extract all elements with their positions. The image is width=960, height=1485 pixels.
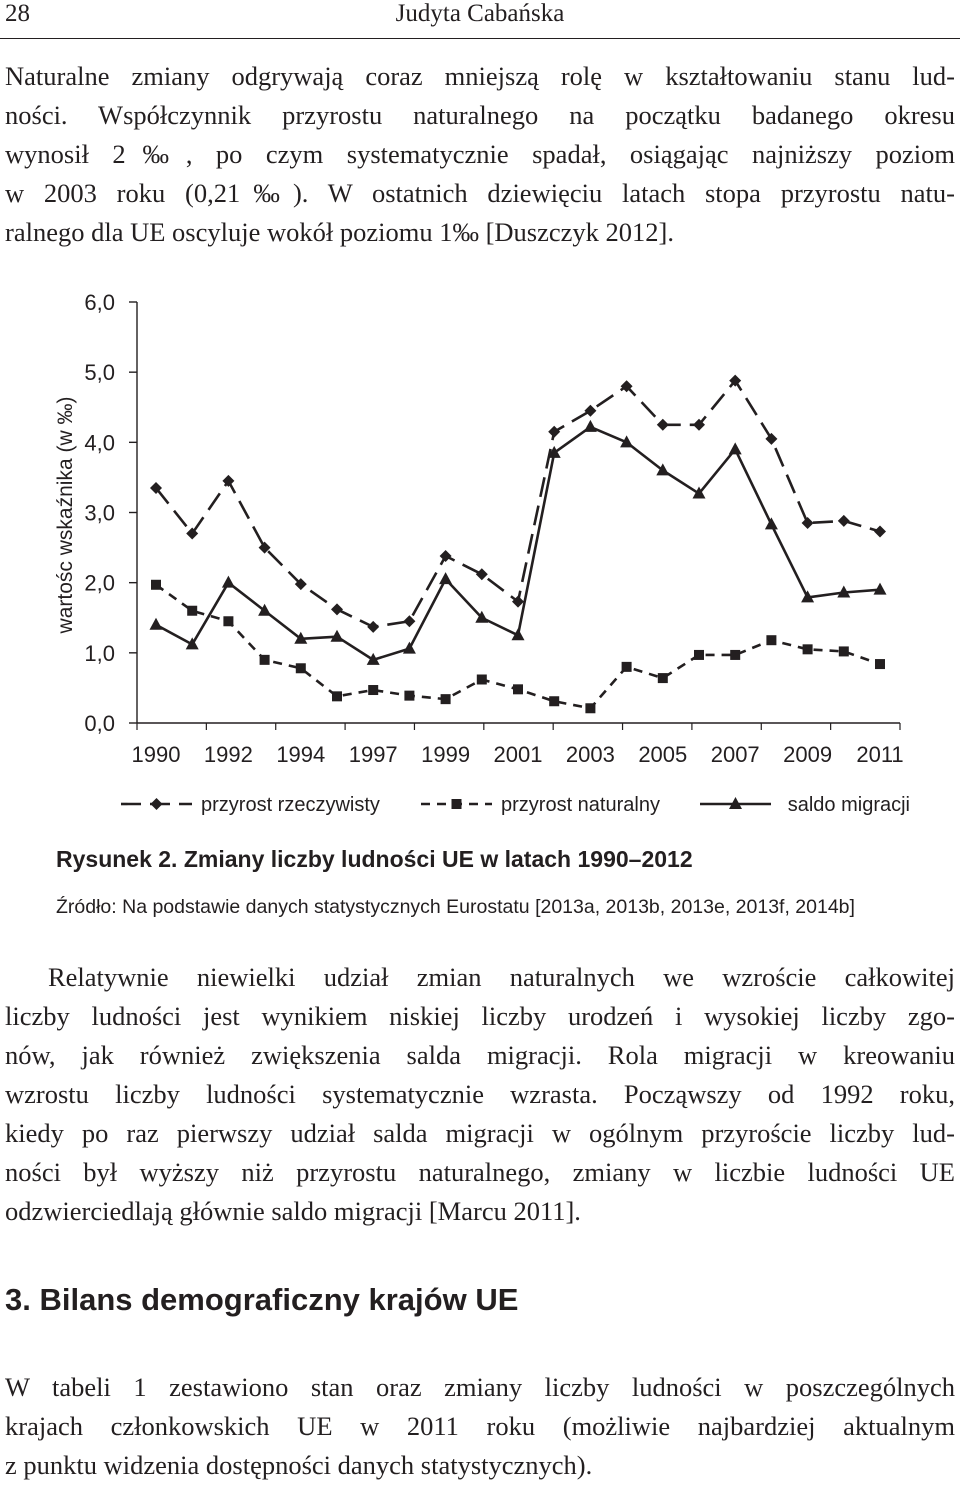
text-line: wzrostu liczby ludności systematycznie wzrasta. Począwszy od 1992 roku, [5, 1079, 955, 1109]
text-line: nów, jak również zwiększenia salda migracji. Rola migracji w kreowaniu [5, 1040, 955, 1070]
text-line: Naturalne zmiany odgrywają coraz mniejszą rolę w kształtowaniu stanu lud- [5, 61, 955, 91]
data-point [585, 703, 595, 713]
x-tick-label: 1994 [276, 742, 326, 767]
data-point [875, 659, 885, 669]
text-line: z punktu widzenia dostępności danych statystycznych). [5, 1450, 593, 1480]
data-point [694, 650, 704, 660]
legend-item [700, 794, 910, 816]
x-tick-label: 2007 [710, 742, 760, 767]
data-point [838, 515, 850, 527]
data-point [403, 615, 415, 627]
text-line: w 2003 roku (0,21‰). W ostatnich dziewięciu latach stopa przyrostu natu- [5, 178, 955, 208]
series-przyrost-rzeczywisty [150, 375, 886, 633]
data-point [223, 616, 233, 626]
series-line [156, 381, 880, 627]
data-point [730, 650, 740, 660]
data-point [331, 603, 343, 615]
x-tick-label: 1997 [348, 742, 398, 767]
chart-series [150, 375, 887, 714]
text-line: Relatywnie niewielki udział zmian naturalnych we wzroście całkowitej [48, 962, 955, 992]
data-point [766, 635, 776, 645]
data-point [441, 694, 451, 704]
x-tick-label: 2001 [493, 742, 543, 767]
data-point [549, 696, 559, 706]
legend-label: przyrost naturalny [501, 794, 660, 816]
population-change-chart [0, 280, 960, 840]
data-point [622, 662, 632, 672]
y-axis-label: wartośc wskaźnika (w ‰) [54, 396, 77, 634]
header-rule [0, 38, 960, 39]
text-line: ności. Współczynnik przyrostu naturalnego na początku badanego okresu [5, 100, 955, 130]
data-point [839, 646, 849, 656]
legend-item [421, 794, 660, 816]
data-point [658, 673, 668, 683]
data-point [222, 576, 235, 588]
data-point [656, 463, 669, 475]
x-tick-label: 2003 [565, 742, 615, 767]
text-line: liczby ludności jest wynikiem niskiej liczby urodzeń i wysokiej liczby zgo- [5, 1001, 955, 1031]
data-point [729, 442, 742, 454]
legend-item [121, 794, 380, 816]
data-point [258, 604, 271, 616]
data-point [548, 426, 560, 438]
series-saldo-migracji [150, 420, 887, 665]
y-tick-label: 5,0 [84, 360, 115, 386]
y-tick-label: 2,0 [84, 570, 115, 596]
y-tick-label: 4,0 [84, 430, 115, 456]
page-header [0, 0, 960, 40]
data-point [440, 550, 452, 562]
data-point [368, 685, 378, 695]
chart-axes [84, 290, 903, 767]
text-line: W tabeli 1 zestawiono stan oraz zmiany liczby ludności w poszczególnych [5, 1372, 955, 1402]
section-heading: 3. Bilans demograficzny krajów UE [5, 1282, 519, 1317]
data-point [803, 644, 813, 654]
y-tick-label: 6,0 [84, 290, 115, 315]
running-head-author: Judyta Cabańska [395, 0, 565, 27]
data-point [150, 618, 163, 630]
data-point [584, 405, 596, 417]
x-tick-label: 1999 [421, 742, 471, 767]
data-point [296, 663, 306, 673]
text-line: odzwierciedlają głównie saldo migracji [Marcu 2011]. [5, 1196, 581, 1226]
data-point [802, 517, 814, 529]
data-point [332, 691, 342, 701]
x-tick-label: 1990 [131, 742, 181, 767]
text-line: krajach członkowskich UE w 2011 roku (możliwie najbardziej aktualnym [5, 1411, 955, 1441]
y-tick-label: 1,0 [84, 640, 115, 666]
data-point [151, 580, 161, 590]
paragraph-1 [5, 57, 955, 252]
data-point [187, 606, 197, 616]
text-line: wynosił 2‰, po czym systematycznie spadał, osiągając najniższy poziom [5, 139, 955, 169]
y-tick-label: 0,0 [84, 711, 115, 736]
data-point [874, 525, 886, 537]
paragraph-2 [5, 958, 955, 1231]
y-tick-label: 3,0 [84, 500, 115, 526]
figure-caption: Rysunek 2. Zmiany liczby ludności UE w latach 1990–2012 [56, 846, 693, 872]
text-line: ności był wyższy niż przyrostu naturalnego, zmiany w liczbie ludności UE [5, 1157, 955, 1187]
legend-swatch-marker [452, 799, 462, 809]
x-tick-label: 2011 [856, 742, 904, 767]
data-point [404, 691, 414, 701]
data-point [476, 568, 488, 580]
legend-label: saldo migracji [787, 794, 910, 816]
data-point [765, 517, 778, 529]
x-tick-label: 2009 [783, 742, 833, 767]
text-line: ralnego dla UE oscyluje wokół poziomu 1‰ [Duszczyk 2012]. [5, 217, 674, 247]
legend-label: przyrost rzeczywisty [201, 794, 380, 816]
figure-source: Źródło: Na podstawie danych statystycznych Eurostatu [2013a, 2013b, 2013e, 2013f, 2014b] [56, 896, 855, 918]
data-point [260, 655, 270, 665]
legend-swatch-marker [151, 798, 163, 810]
page-number: 28 [5, 0, 30, 27]
data-point [765, 433, 777, 445]
data-point [477, 674, 487, 684]
chart-legend [121, 794, 910, 816]
data-point [584, 420, 597, 432]
text-line: kiedy po raz pierwszy udział salda migracji w ogólnym przyroście liczby lud- [5, 1118, 955, 1148]
data-point [403, 642, 416, 654]
data-point [874, 583, 887, 595]
data-point [513, 684, 523, 694]
data-point [367, 621, 379, 633]
x-tick-label: 2005 [638, 742, 688, 767]
data-point [657, 419, 669, 431]
x-tick-label: 1992 [203, 742, 253, 767]
paragraph-3 [5, 1368, 955, 1485]
data-point [439, 572, 452, 584]
